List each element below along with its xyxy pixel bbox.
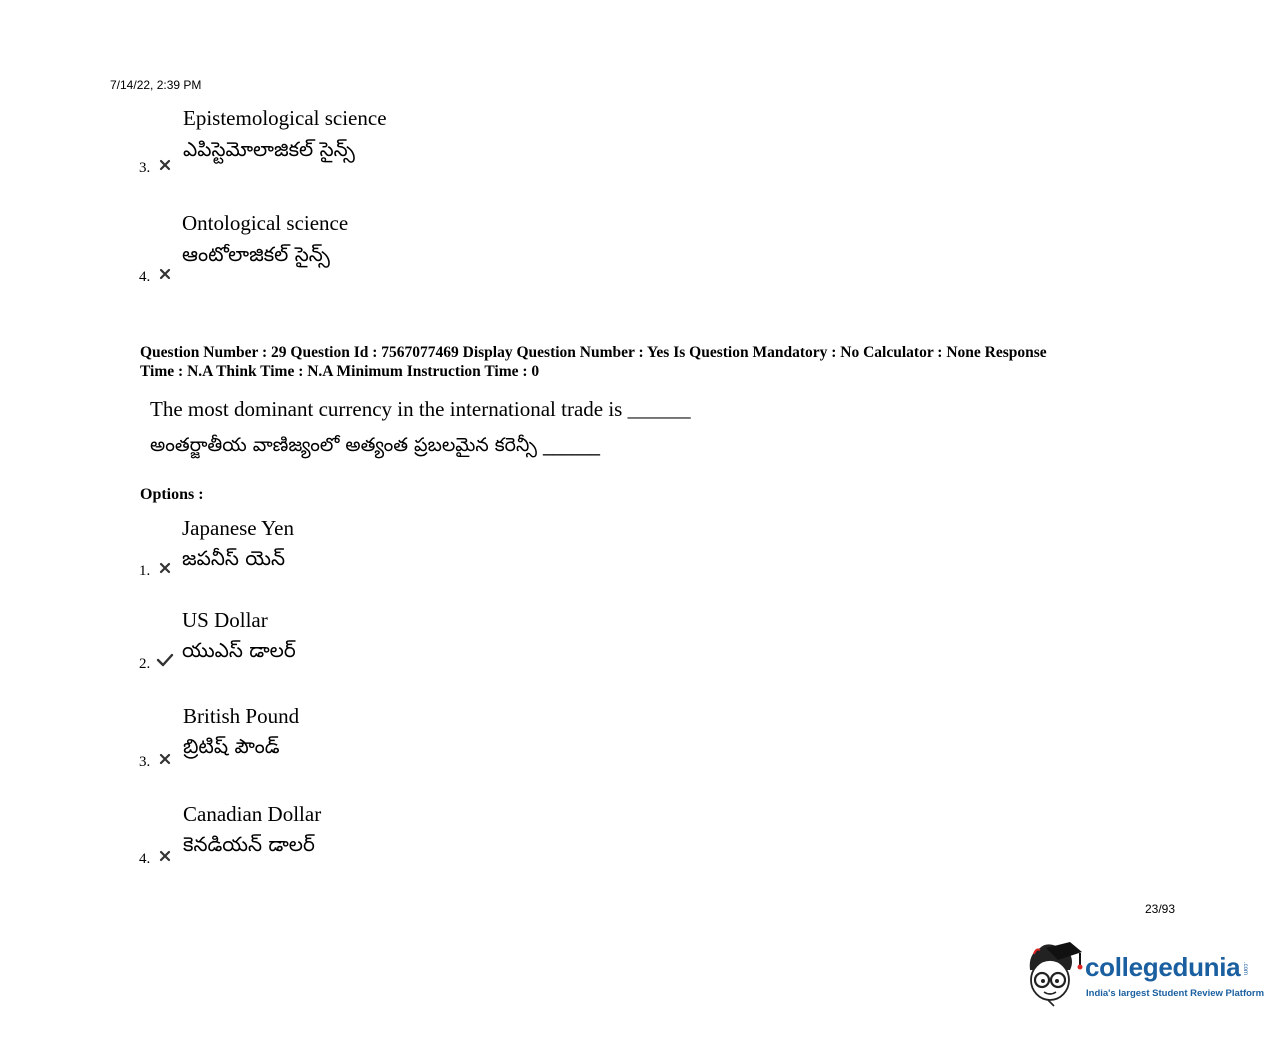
- print-timestamp: 7/14/22, 2:39 PM: [110, 78, 202, 92]
- option-3-english: Epistemological science: [183, 106, 387, 130]
- option-3-telugu: ఎపిస్టెమోలాజికల్ సైన్స్: [183, 137, 355, 161]
- option-4-number: 4.: [139, 851, 151, 867]
- question-text-english: The most dominant currency in the international trade is ______: [150, 397, 691, 421]
- option-1-telugu: జపనీస్ యెన్: [182, 546, 286, 570]
- option-1-number: 1.: [139, 563, 151, 579]
- cross-icon: [159, 562, 171, 574]
- option-4-telugu: కెనడియన్ డాలర్: [183, 832, 315, 856]
- option-4-telugu: ఆంటోలాజికల్ సైన్స్: [182, 242, 330, 266]
- cross-icon: [159, 159, 171, 171]
- option-1-english: Japanese Yen: [182, 516, 294, 540]
- option-3-number: 3.: [139, 160, 151, 176]
- options-label: Options :: [140, 486, 204, 503]
- option-2-telugu: యుఎస్ డాలర్: [182, 638, 296, 662]
- option-3-english: British Pound: [183, 704, 300, 728]
- option-3-telugu: బ్రిటిష్ పౌండ్: [183, 734, 280, 758]
- logo-wordmark: collegedunia: [1085, 952, 1241, 982]
- check-icon: [156, 653, 174, 667]
- question-metadata: [140, 343, 1170, 381]
- page-number: 23/93: [1145, 902, 1176, 916]
- option-2-number: 2.: [139, 656, 151, 672]
- option-4-english: Ontological science: [182, 211, 349, 235]
- option-4-number: 4.: [139, 269, 151, 285]
- option-3-number: 3.: [139, 754, 151, 770]
- logo-tagline: India's largest Student Review Platform: [1086, 988, 1265, 999]
- question-text-telugu: అంతర్జాతీయ వాణిజ్యంలో అత్యంత ప్రబలమైన కరెన్సీ ______: [150, 434, 600, 456]
- question-metadata-line-1: Question Number : 29 Question Id : 7567077469 Display Question Number : Yes Is Question Mandatory : No Calculator : None Response: [140, 344, 1047, 361]
- cross-icon: [159, 268, 171, 280]
- logo-domain-suffix: .com: [1242, 962, 1248, 976]
- collegedunia-mascot-icon: [1024, 940, 1084, 1008]
- cross-icon: [159, 753, 171, 765]
- cross-icon: [159, 850, 171, 862]
- question-metadata-line-2: Time : N.A Think Time : N.A Minimum Instruction Time : 0: [140, 363, 540, 380]
- option-2-english: US Dollar: [182, 608, 268, 632]
- option-4-english: Canadian Dollar: [183, 802, 322, 826]
